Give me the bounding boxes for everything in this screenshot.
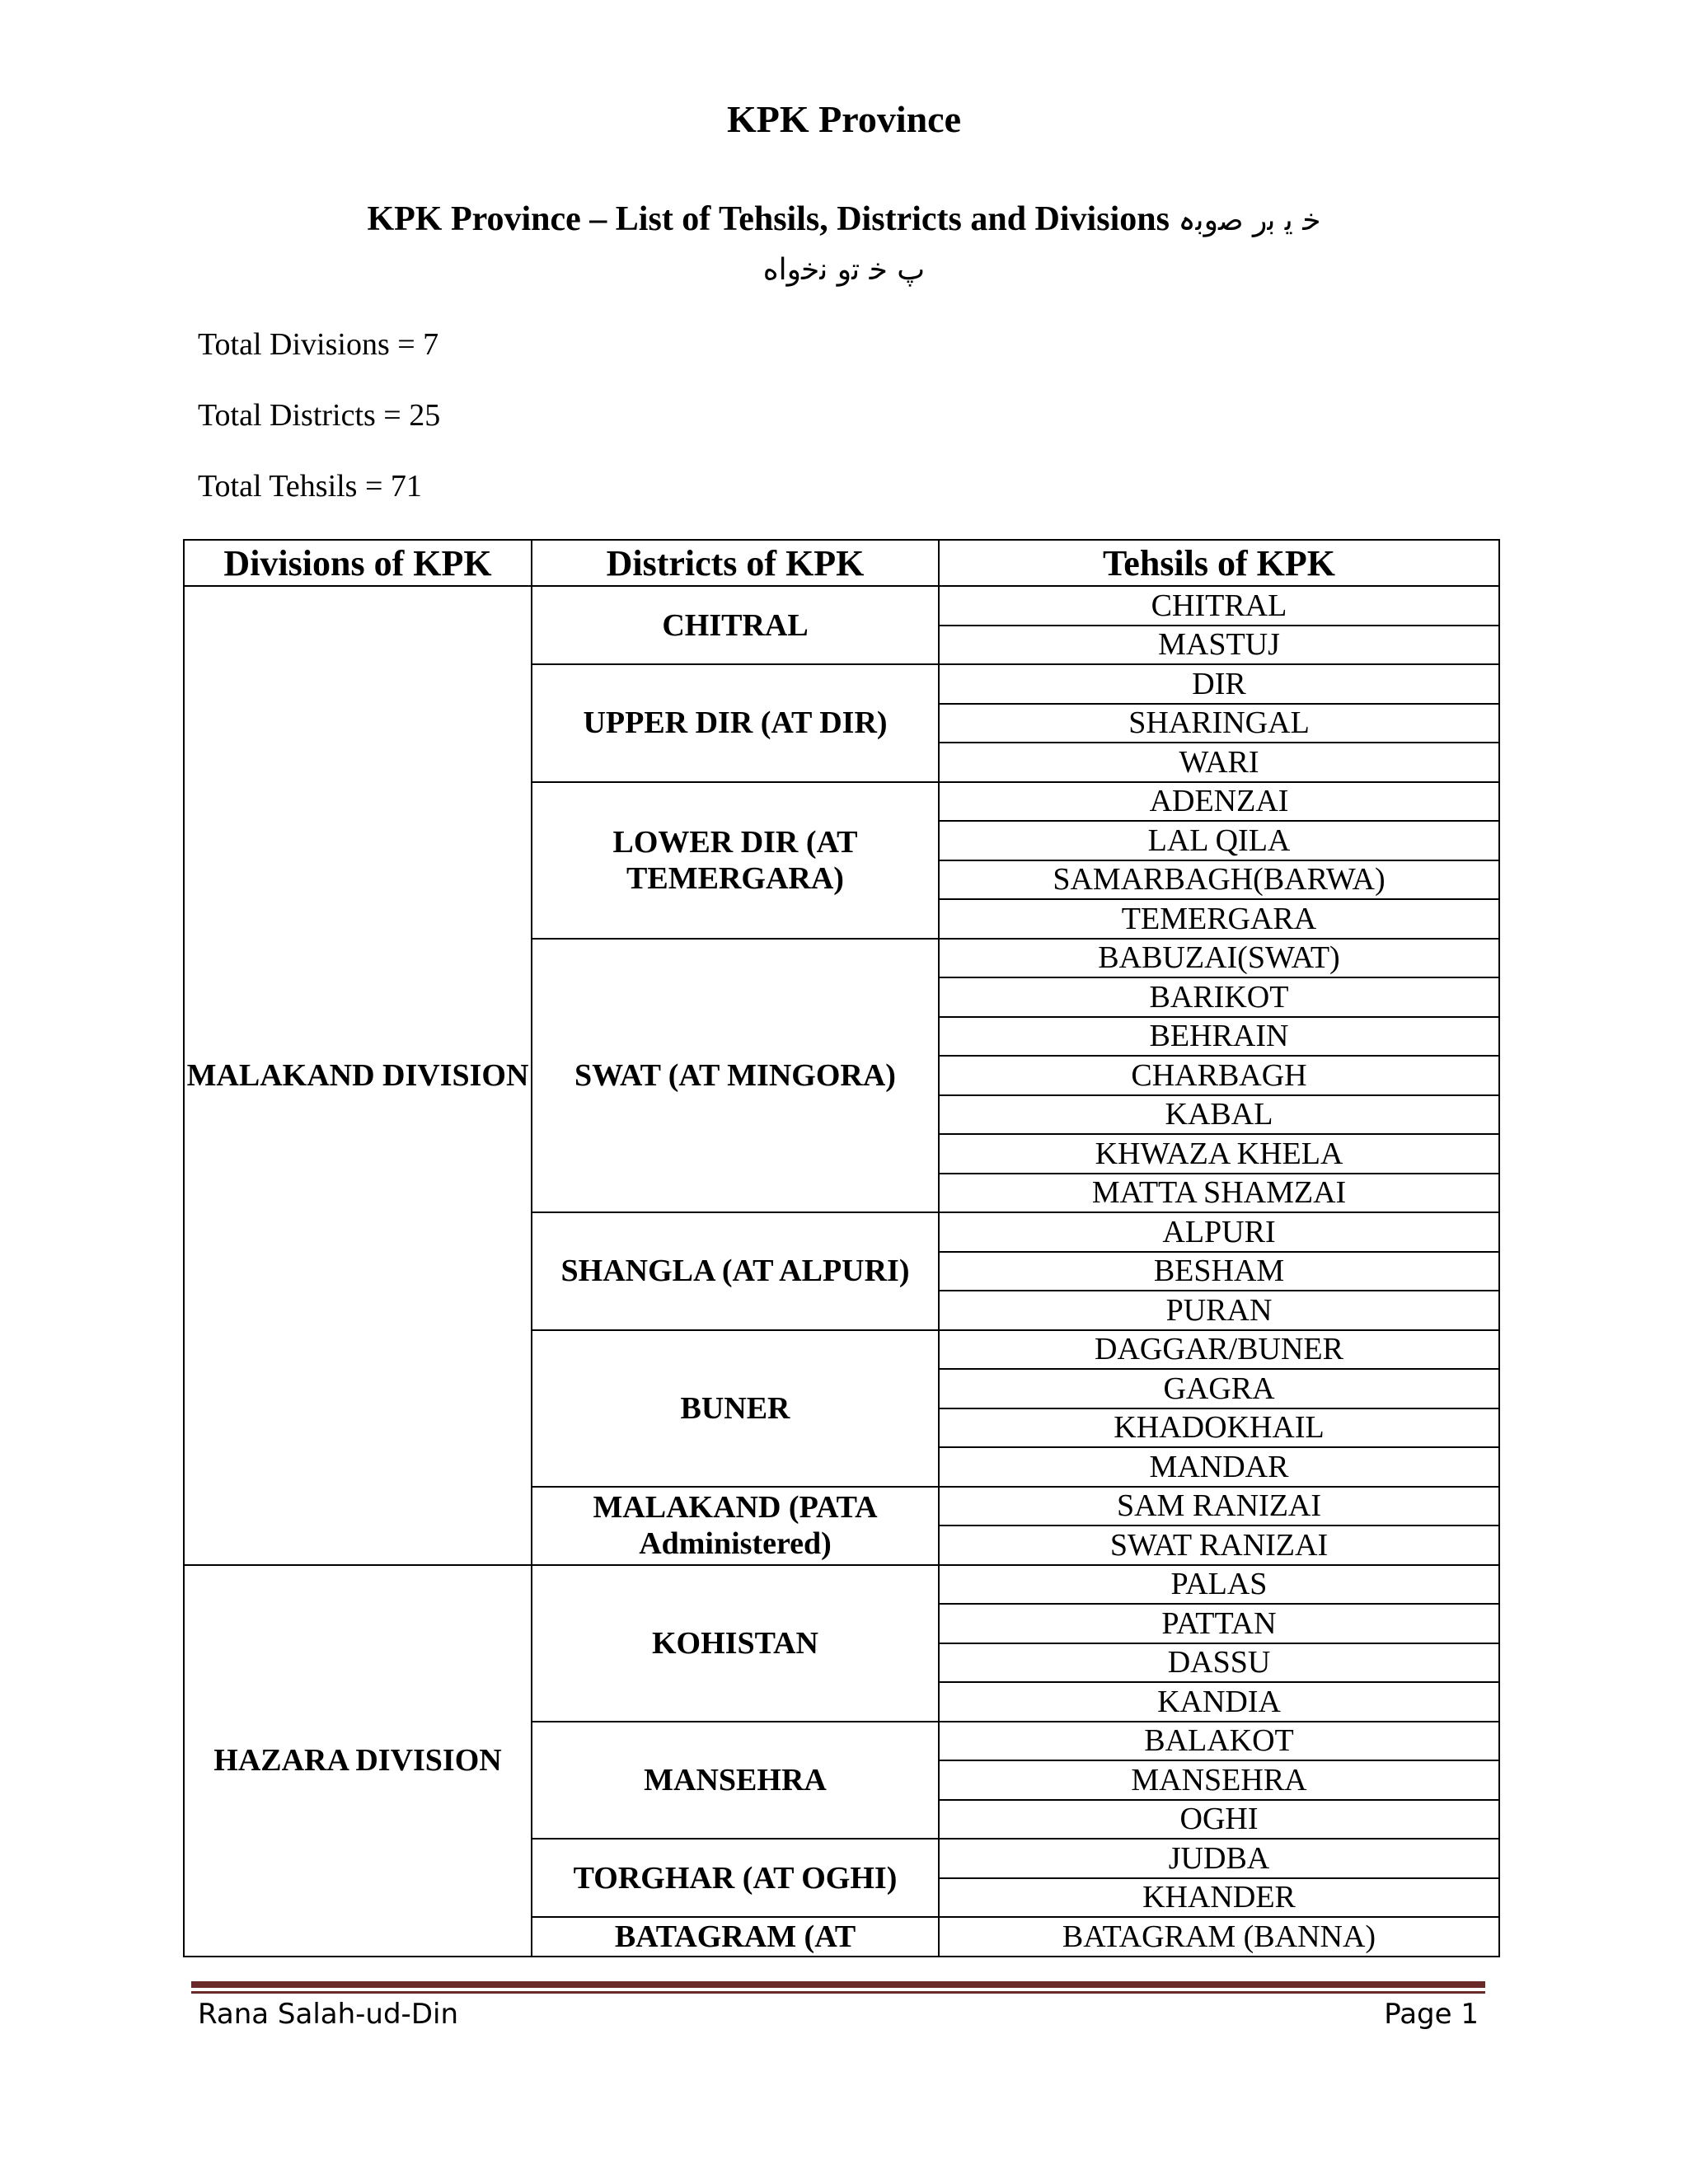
footer-rule-thin [191, 1991, 1485, 1994]
footer-author: Rana Salah-ud-Din [198, 1998, 458, 2031]
district-cell: LOWER DIR (AT TEMERGARA) [532, 782, 939, 939]
district-cell: UPPER DIR (AT DIR) [532, 664, 939, 782]
subtitle-urdu-line2: پ ﺧ ﺗو ﻧﺧواه [762, 253, 926, 287]
tehsil-cell: WARI [939, 743, 1499, 782]
tehsil-cell: MANSEHRA [939, 1760, 1499, 1800]
district-cell: CHITRAL [532, 586, 939, 664]
tehsil-cell: BABUZAI(SWAT) [939, 939, 1499, 978]
header-divisions: Divisions of KPK [184, 540, 532, 586]
total-districts: Total Districts = 25 [198, 398, 441, 433]
tehsil-cell: SAMARBAGH(BARWA) [939, 860, 1499, 900]
tehsil-cell: ALPURI [939, 1212, 1499, 1252]
tehsil-cell: MATTA SHAMZAI [939, 1174, 1499, 1213]
district-cell: SHANGLA (AT ALPURI) [532, 1212, 939, 1330]
tehsil-cell: JUDBA [939, 1839, 1499, 1878]
tehsil-cell: DASSU [939, 1643, 1499, 1683]
tehsil-cell: CHARBAGH [939, 1056, 1499, 1095]
tehsil-cell: GAGRA [939, 1369, 1499, 1408]
table-body [184, 586, 1499, 1957]
tehsil-cell: SHARINGAL [939, 704, 1499, 743]
kpk-table [183, 539, 1500, 1957]
tehsil-cell: BEHRAIN [939, 1017, 1499, 1057]
table-header-row [184, 540, 1499, 586]
table-row [184, 1565, 1499, 1605]
district-cell: MANSEHRA [532, 1722, 939, 1840]
subtitle-urdu-line1: ﺧ ﯾ ﺑر ﺻوﺑہ [1178, 204, 1321, 237]
tehsil-cell: LAL QILA [939, 821, 1499, 860]
header-districts: Districts of KPK [532, 540, 939, 586]
district-cell: BUNER [532, 1330, 939, 1487]
tehsil-cell: TEMERGARA [939, 899, 1499, 939]
district-cell: SWAT (AT MINGORA) [532, 939, 939, 1213]
tehsil-cell: BATAGRAM (BANNA) [939, 1917, 1499, 1957]
tehsil-cell: CHITRAL [939, 586, 1499, 626]
tehsil-cell: SAM RANIZAI [939, 1487, 1499, 1526]
division-cell: MALAKAND DIVISION [184, 586, 532, 1565]
tehsil-cell: SWAT RANIZAI [939, 1526, 1499, 1565]
tehsil-cell: BALAKOT [939, 1722, 1499, 1761]
tehsil-cell: MASTUJ [939, 626, 1499, 665]
tehsil-cell: KABAL [939, 1095, 1499, 1135]
tehsil-cell: DAGGAR/BUNER [939, 1330, 1499, 1370]
footer-page-number: Page 1 [1384, 1998, 1479, 2031]
subtitle-text: KPK Province – List of Tehsils, Districts and Divisions [367, 200, 1170, 238]
tehsil-cell: DIR [939, 664, 1499, 704]
tehsil-cell: PALAS [939, 1565, 1499, 1605]
page-title: KPK Province [726, 98, 962, 140]
tehsil-cell: BESHAM [939, 1252, 1499, 1291]
header-tehsils: Tehsils of KPK [939, 540, 1499, 586]
page-subtitle [0, 194, 1688, 295]
tehsil-cell: KHANDER [939, 1878, 1499, 1918]
tehsil-cell: MANDAR [939, 1447, 1499, 1487]
district-cell: KOHISTAN [532, 1565, 939, 1722]
district-cell: TORGHAR (AT OGHI) [532, 1839, 939, 1917]
tehsil-cell: BARIKOT [939, 977, 1499, 1017]
tehsil-cell: KHWAZA KHELA [939, 1134, 1499, 1174]
footer-rule-thick [191, 1981, 1485, 1988]
table-row [184, 586, 1499, 626]
tehsil-cell: KHADOKHAIL [939, 1408, 1499, 1448]
total-tehsils: Total Tehsils = 71 [198, 469, 422, 504]
tehsil-cell: PURAN [939, 1291, 1499, 1330]
district-cell: MALAKAND (PATA Administered) [532, 1487, 939, 1565]
tehsil-cell: KANDIA [939, 1682, 1499, 1722]
tehsil-cell: ADENZAI [939, 782, 1499, 822]
tehsil-cell: OGHI [939, 1800, 1499, 1840]
total-divisions: Total Divisions = 7 [198, 327, 439, 362]
tehsil-cell: PATTAN [939, 1604, 1499, 1643]
division-cell: HAZARA DIVISION [184, 1565, 532, 1957]
district-cell: BATAGRAM (AT [532, 1917, 939, 1957]
